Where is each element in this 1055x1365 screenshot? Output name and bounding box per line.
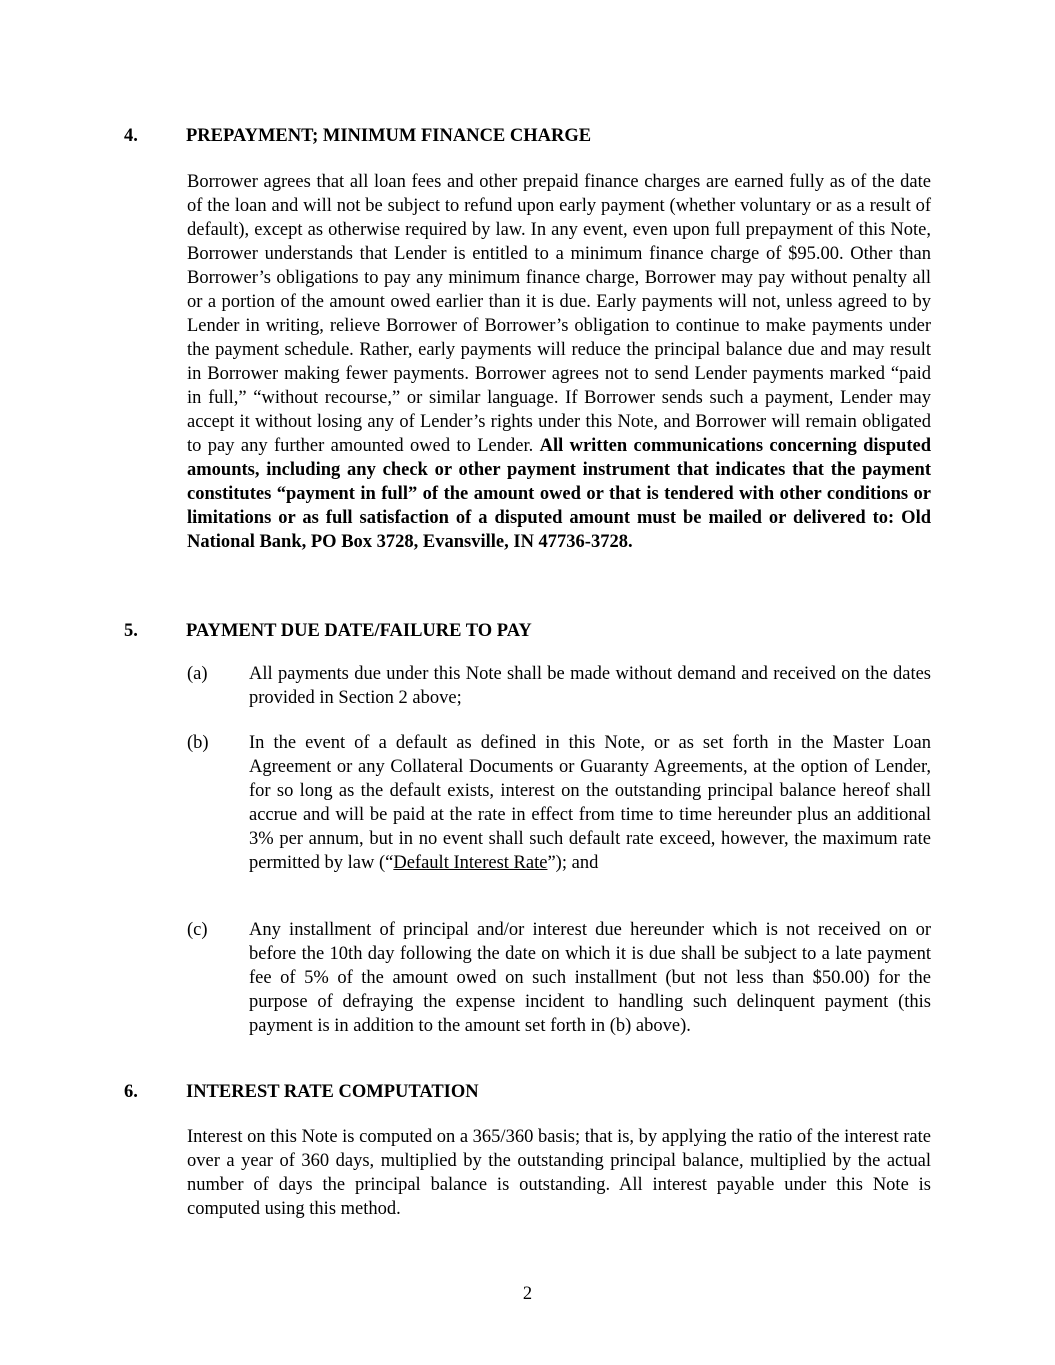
item-b-text (249, 731, 931, 875)
section-6-paragraph: Interest on this Note is computed on a 365/360 basis; that is, by applying the ratio of the interest rate over a year of 360 days, multiplied by the outstanding principal balance, multiplied by the actual number of days the principal balance is outstanding. All interest payable under this Note is computed using this method. (187, 1127, 931, 1219)
section-4-bold-notice: All written communications concerning disputed amounts, including any check or other payment instrument that indicates that the payment constitutes “payment in full” of the amount owed or that is tendered with other conditions or limitations or as full satisfaction of a disputed amount must be mailed or delivered to: Old National Bank, PO Box 3728, Evansville, IN 47736-3728. (187, 436, 932, 552)
section-5-number: 5. (124, 621, 138, 641)
section-5-heading (124, 619, 934, 643)
section-4-title: PREPAYMENT; MINIMUM FINANCE CHARGE (186, 126, 592, 146)
section-6-number: 6. (124, 1082, 138, 1102)
section-5-item-a (187, 662, 931, 710)
section-6-title: INTEREST RATE COMPUTATION (186, 1082, 479, 1102)
item-a-marker: (a) (187, 664, 208, 684)
section-5-title: PAYMENT DUE DATE/FAILURE TO PAY (186, 621, 532, 641)
item-c-marker: (c) (187, 920, 208, 940)
section-4-heading (124, 124, 934, 148)
item-b-text-before: In the event of a default as defined in this Note, or as set forth in the Master Loan Agreement or any Collateral Documents or Guaranty Agreements, at the option of Lender, for so long as the default exists, interest on the outstanding principal balance hereof shall accrue and will be paid at the rate in effect from time to time hereunder plus an additional 3% per annum, but in no event shall such default rate exceed, however, the maximum rate permitted by law (“ (249, 733, 931, 873)
section-6-heading (124, 1080, 934, 1104)
item-b-marker: (b) (187, 733, 209, 753)
section-5-item-c (187, 918, 931, 1038)
section-4-paragraph (187, 170, 931, 554)
page-number: 2 (522, 1284, 533, 1304)
item-b-text-after: ”); and (547, 853, 599, 873)
item-a-text: All payments due under this Note shall be made without demand and received on the dates provided in Section 2 above; (249, 664, 931, 708)
default-interest-rate-term: Default Interest Rate (393, 853, 548, 873)
section-4-text: Borrower agrees that all loan fees and other prepaid finance charges are earned fully as of the date of the loan and will not be subject to refund upon early payment (whether voluntary or as a result of default), except as otherwise required by law. In any event, even upon full prepayment of this Note, Borrower understands that Lender is entitled to a minimum finance charge of $95.00. Other than Borrower’s obligations to pay any minimum finance charge, Borrower may pay without penalty all or a portion of the amount owed earlier than it is due. Early payments will not, unless agreed to by Lender in writing, relieve Borrower of Borrower’s obligation to continue to make payments under the payment schedule. Rather, early payments will reduce the principal balance due and may result in Borrower making fewer payments. Borrower agrees not to send Lender payments marked “paid in full,” “without recourse,” or similar language. If Borrower sends such a payment, Lender may accept it without losing any of Lender’s rights under this Note, and Borrower will remain obligated to pay any further amounted owed to Lender. (187, 172, 931, 456)
item-c-text: Any installment of principal and/or interest due hereunder which is not received on or before the 10th day following the date on which it is due shall be subject to a late payment fee of 5% of the amount owed on such installment (but not less than $50.00) for the purpose of defraying the expense incident to handling such delinquent payment (this payment is in addition to the amount set forth in (b) above). (249, 920, 931, 1036)
section-4-number: 4. (124, 126, 138, 146)
section-5-item-b (187, 731, 931, 875)
